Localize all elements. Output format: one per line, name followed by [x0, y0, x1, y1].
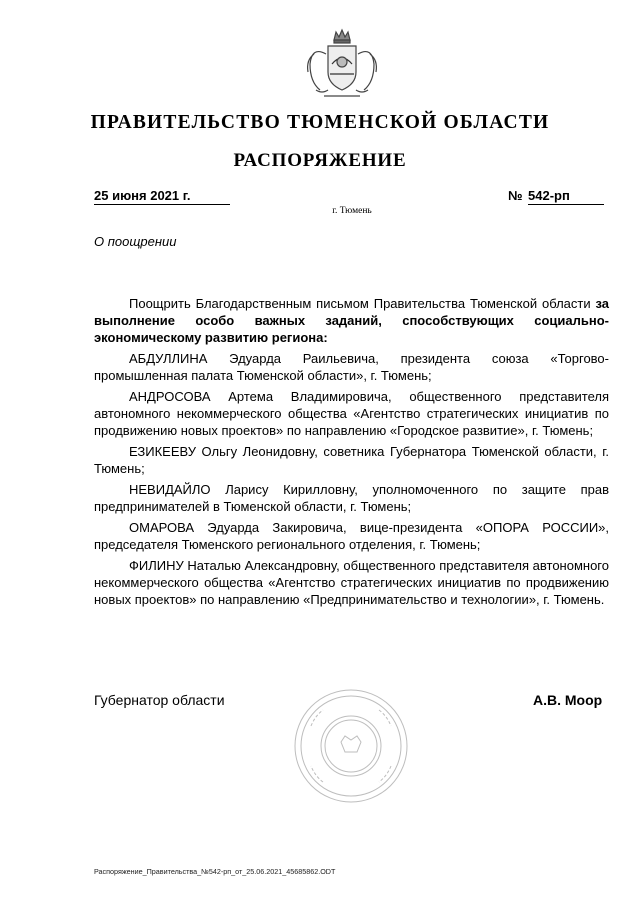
- document-body: [94, 295, 609, 612]
- document-subject: О поощрении: [94, 234, 177, 249]
- intro-text: Поощрить Благодарственным письмом Правительства Тюменской области: [129, 296, 596, 311]
- intro-paragraph: [94, 295, 609, 346]
- coat-of-arms-icon: [302, 24, 382, 100]
- signature-role: Губернатор области: [94, 692, 225, 708]
- list-item: ФИЛИНУ Наталью Александровну, общественного представителя автономного некоммерческого общества «Агентство стратегических инициатив по продвижению новых проектов» по направлению «Предпринимательство и технологии», г. Тюмень.: [94, 558, 609, 607]
- document-type: РАСПОРЯЖЕНИЕ: [233, 150, 407, 171]
- document-number: 542-рп: [528, 188, 604, 205]
- document-city: г. Тюмень: [332, 206, 372, 216]
- list-item: АБДУЛЛИНА Эдуарда Раильевича, президента союза «Торгово-промышленная палата Тюменской области», г. Тюмень;: [94, 351, 609, 383]
- footer-filename: Распоряжение_Правительства_№542-рп_от_25.06.2021_45685862.ODT: [94, 867, 336, 876]
- list-item: АНДРОСОВА Артема Владимировича, общественного представителя автономного некоммерческого общества «Агентство стратегических инициатив по продвижению новых проектов» по направлению «Городское развитие», г. Тюмень;: [94, 389, 609, 438]
- list-item: ОМАРОВА Эдуарда Закировича, вице-президента «ОПОРА РОССИИ», председателя Тюменского регионального отделения, г. Тюмень;: [94, 520, 609, 552]
- signature-name: А.В. Моор: [533, 692, 603, 708]
- official-seal-icon: [291, 686, 411, 806]
- number-label: №: [508, 188, 523, 203]
- document-date: 25 июня 2021 г.: [94, 188, 230, 205]
- list-item: НЕВИДАЙЛО Ларису Кирилловну, уполномоченного по защите прав предпринимателей в Тюменской области, г. Тюмень;: [94, 482, 609, 514]
- government-title: ПРАВИТЕЛЬСТВО ТЮМЕНСКОЙ ОБЛАСТИ: [90, 112, 550, 133]
- list-item: ЕЗИКЕЕВУ Ольгу Леонидовну, советника Губернатора Тюменской области, г. Тюмень;: [94, 444, 609, 476]
- intro-bold-text: за выполнение особо важных заданий, способствующих социально-экономическому развитию региона:: [94, 296, 609, 345]
